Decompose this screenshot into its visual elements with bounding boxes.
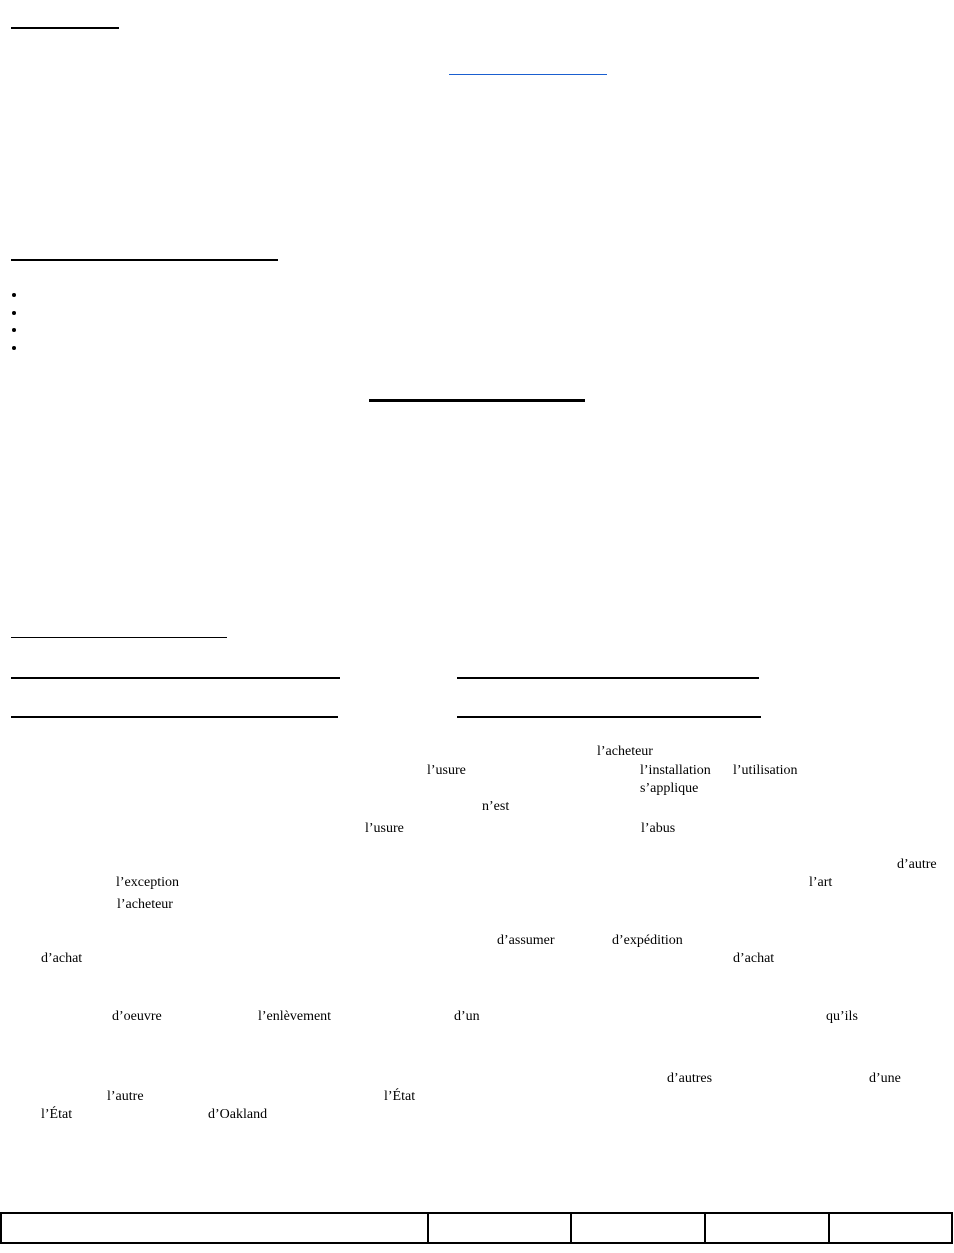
body-word: n’est: [482, 799, 510, 814]
list-bullet-4: [12, 346, 16, 350]
body-word: d’achat: [733, 951, 775, 966]
footer-cell-1: [1, 1213, 428, 1243]
footer-table-row: [1, 1213, 952, 1243]
footer-cell-2: [428, 1213, 571, 1243]
body-word: qu’ils: [826, 1009, 858, 1024]
body-word: d’Oakland: [208, 1107, 268, 1122]
body-word: d’une: [869, 1071, 901, 1086]
footer-cell-5: [829, 1213, 952, 1243]
list-bullet-3: [12, 328, 16, 332]
heading-underline-top: [11, 27, 119, 29]
body-word: l’État: [41, 1107, 73, 1122]
body-word: d’oeuvre: [112, 1009, 162, 1024]
body-word: d’un: [454, 1009, 480, 1024]
body-word: l’enlèvement: [258, 1009, 332, 1024]
body-word: l’autre: [107, 1089, 144, 1104]
body-word: l’exception: [116, 875, 179, 890]
signature-line-left-1[interactable]: [11, 677, 340, 679]
body-word: d’autre: [897, 857, 937, 872]
body-word: d’achat: [41, 951, 83, 966]
body-word: l’État: [384, 1089, 416, 1104]
list-bullet-1: [12, 293, 16, 297]
footer-table: [0, 1212, 953, 1244]
signature-line-right-2[interactable]: [457, 716, 761, 718]
list-bullet-2: [12, 311, 16, 315]
body-word: l’utilisation: [733, 763, 798, 778]
footer-cell-4: [705, 1213, 829, 1243]
body-word: l’installation: [640, 763, 711, 778]
footer-cell-3: [571, 1213, 705, 1243]
body-word: s’applique: [640, 781, 699, 796]
body-word: d’assumer: [497, 933, 555, 948]
body-word: l’usure: [427, 763, 466, 778]
body-word: l’acheteur: [597, 744, 653, 759]
body-word: d’expédition: [612, 933, 683, 948]
signature-line-right-1[interactable]: [457, 677, 759, 679]
body-word: d’autres: [667, 1071, 713, 1086]
body-word: l’abus: [641, 821, 676, 836]
body-word: l’acheteur: [117, 897, 173, 912]
signature-line-left-2[interactable]: [11, 716, 338, 718]
body-word: l’art: [809, 875, 833, 890]
hyperlink-underline[interactable]: [449, 74, 607, 75]
body-word: l’usure: [365, 821, 404, 836]
signature-heading-underline: [11, 637, 227, 638]
heading-underline-section: [11, 259, 278, 261]
centered-heading-underline: [369, 399, 585, 402]
